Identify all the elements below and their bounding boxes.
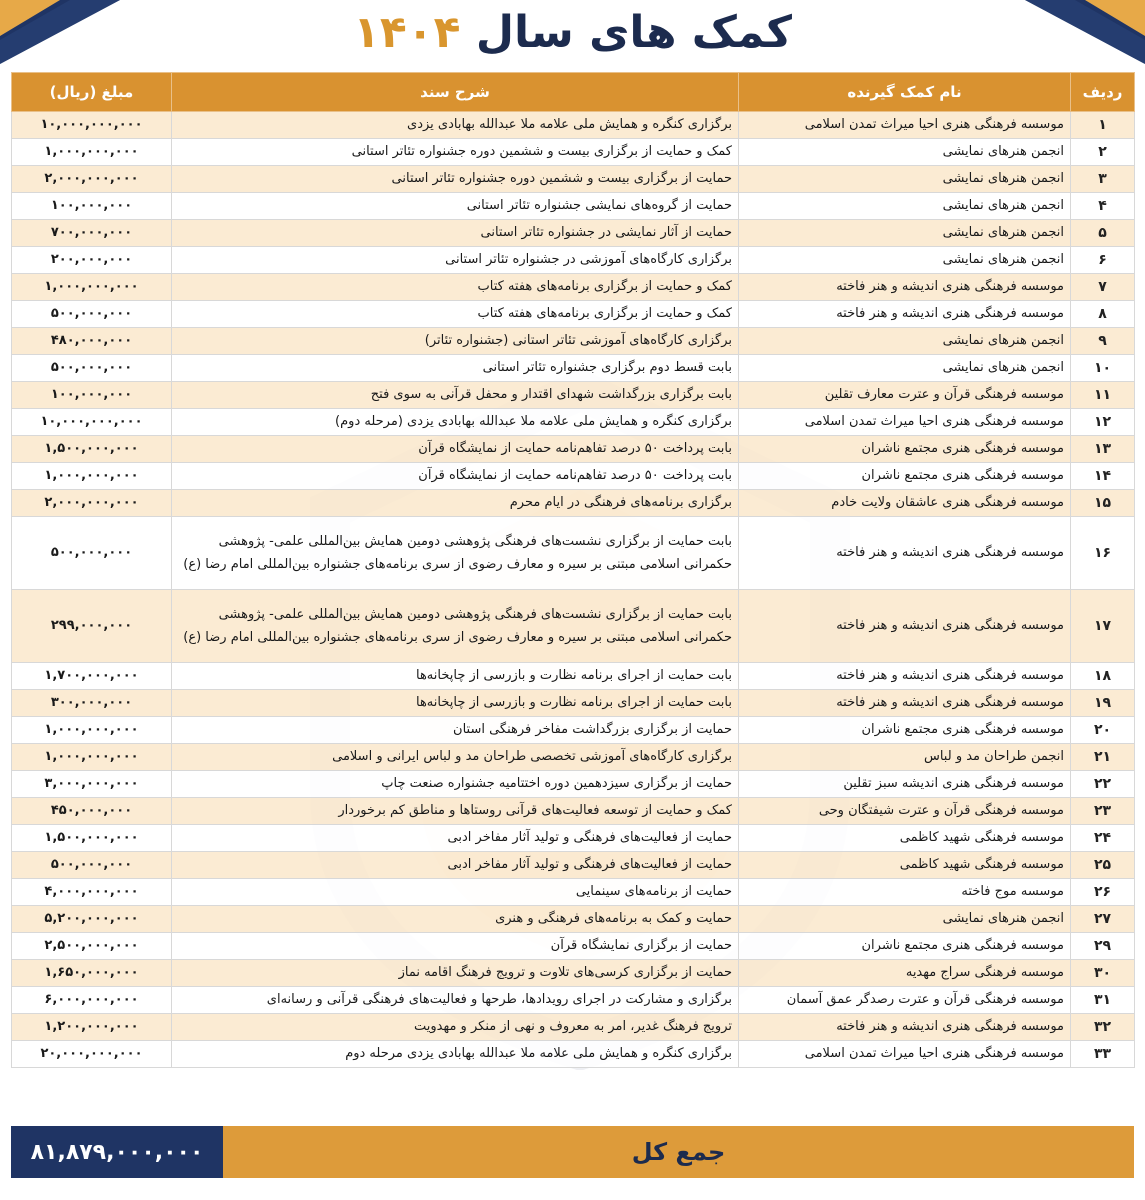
table-row — [12, 987, 1135, 1014]
receiver-cell: موسسه فرهنگی قرآن و عترت شیفتگان وحی — [739, 798, 1071, 825]
receiver-cell: موسسه فرهنگی هنری عاشقان ولایت خادم — [739, 490, 1071, 517]
header-row-number: ردیف — [1071, 73, 1135, 112]
receiver-cell: انجمن هنرهای نمایشی — [739, 166, 1071, 193]
title-text: کمک های سال — [475, 7, 792, 58]
amount-cell: ۱۰۰,۰۰۰,۰۰۰ — [12, 193, 172, 220]
table-row — [12, 409, 1135, 436]
row-number-cell: ۳ — [1071, 166, 1135, 193]
description-cell: برگزاری کنگره و همایش ملی علامه ملا عبدالله بهابادی یزدی (مرحله دوم) — [172, 409, 739, 436]
receiver-cell: انجمن هنرهای نمایشی — [739, 220, 1071, 247]
description-cell: حمایت از برگزاری کرسی‌های تلاوت و ترویج فرهنگ اقامه نماز — [172, 960, 739, 987]
amount-cell: ۵۰۰,۰۰۰,۰۰۰ — [12, 852, 172, 879]
amount-cell: ۲,۰۰۰,۰۰۰,۰۰۰ — [12, 490, 172, 517]
amount-cell: ۱,۶۵۰,۰۰۰,۰۰۰ — [12, 960, 172, 987]
table-row — [12, 517, 1135, 590]
table-row — [12, 328, 1135, 355]
row-number-cell: ۱۹ — [1071, 690, 1135, 717]
row-number-cell: ۱۳ — [1071, 436, 1135, 463]
row-number-cell: ۱۴ — [1071, 463, 1135, 490]
table-row — [12, 879, 1135, 906]
receiver-cell: موسسه فرهنگی شهید کاظمی — [739, 852, 1071, 879]
receiver-cell: موسسه فرهنگی هنری مجتمع ناشران — [739, 933, 1071, 960]
amount-cell: ۱,۰۰۰,۰۰۰,۰۰۰ — [12, 744, 172, 771]
table-row — [12, 274, 1135, 301]
table-row — [12, 247, 1135, 274]
receiver-cell: موسسه فرهنگی هنری مجتمع ناشران — [739, 463, 1071, 490]
table-row — [12, 382, 1135, 409]
table-row — [12, 852, 1135, 879]
table-row — [12, 1041, 1135, 1068]
table-row — [12, 744, 1135, 771]
amount-cell: ۱,۰۰۰,۰۰۰,۰۰۰ — [12, 717, 172, 744]
description-cell: بابت حمایت از برگزاری نشست‌های فرهنگی پژوهشی دومین همایش بین‌المللی علمی- پژوهشی حکمرانی اسلامی مبتنی بر سیره و معارف رضوی از سری برنامه‌های جشنواره بین‌المللی امام رضا (ع) — [172, 517, 739, 590]
receiver-cell: موسسه فرهنگی هنری اندیشه و هنر فاخته — [739, 301, 1071, 328]
header-receiver: نام کمک گیرنده — [739, 73, 1071, 112]
row-number-cell: ۱۶ — [1071, 517, 1135, 590]
receiver-cell: موسسه فرهنگی هنری احیا میراث تمدن اسلامی — [739, 409, 1071, 436]
amount-cell: ۲,۵۰۰,۰۰۰,۰۰۰ — [12, 933, 172, 960]
aid-table-wrapper — [11, 72, 1134, 1068]
table-row — [12, 933, 1135, 960]
amount-cell: ۱۰۰,۰۰۰,۰۰۰ — [12, 382, 172, 409]
receiver-cell: موسسه فرهنگی سراج مهدیه — [739, 960, 1071, 987]
table-row — [12, 906, 1135, 933]
row-number-cell: ۱ — [1071, 112, 1135, 139]
table-body — [12, 112, 1135, 1068]
receiver-cell: موسسه موج فاخته — [739, 879, 1071, 906]
description-cell: بابت برگزاری بزرگداشت شهدای اقتدار و محفل قرآنی به سوی فتح — [172, 382, 739, 409]
table-row — [12, 193, 1135, 220]
amount-cell: ۱,۵۰۰,۰۰۰,۰۰۰ — [12, 825, 172, 852]
receiver-cell: موسسه فرهنگی هنری اندیشه و هنر فاخته — [739, 690, 1071, 717]
receiver-cell: موسسه فرهنگی هنری اندیشه سبز تقلین — [739, 771, 1071, 798]
amount-cell: ۳,۰۰۰,۰۰۰,۰۰۰ — [12, 771, 172, 798]
description-cell: حمایت از برگزاری سیزدهمین دوره اختتامیه جشنواره صنعت چاپ — [172, 771, 739, 798]
receiver-cell: موسسه فرهنگی هنری اندیشه و هنر فاخته — [739, 663, 1071, 690]
row-number-cell: ۲۴ — [1071, 825, 1135, 852]
row-number-cell: ۱۵ — [1071, 490, 1135, 517]
description-cell: حمایت از برنامه‌های سینمایی — [172, 879, 739, 906]
header-description: شرح سند — [172, 73, 739, 112]
table-row — [12, 436, 1135, 463]
receiver-cell: موسسه فرهنگی هنری اندیشه و هنر فاخته — [739, 1014, 1071, 1041]
table-row — [12, 166, 1135, 193]
description-cell: حمایت از گروه‌های نمایشی جشنواره تئاتر استانی — [172, 193, 739, 220]
description-cell: بابت حمایت از برگزاری نشست‌های فرهنگی پژوهشی دومین همایش بین‌المللی علمی- پژوهشی حکمرانی اسلامی مبتنی بر سیره و معارف رضوی از سری برنامه‌های جشنواره بین‌المللی امام رضا (ع) — [172, 590, 739, 663]
title-bar — [0, 0, 1145, 66]
amount-cell: ۳۰۰,۰۰۰,۰۰۰ — [12, 690, 172, 717]
table-row — [12, 690, 1135, 717]
amount-cell: ۱,۰۰۰,۰۰۰,۰۰۰ — [12, 463, 172, 490]
amount-cell: ۱۰,۰۰۰,۰۰۰,۰۰۰ — [12, 112, 172, 139]
description-cell: کمک و حمایت از برگزاری بیست و ششمین دوره جشنواره تئاتر استانی — [172, 139, 739, 166]
aid-table — [11, 72, 1135, 1068]
amount-cell: ۴,۰۰۰,۰۰۰,۰۰۰ — [12, 879, 172, 906]
table-row — [12, 590, 1135, 663]
table-row — [12, 490, 1135, 517]
header-amount: مبلغ (ریال) — [12, 73, 172, 112]
description-cell: برگزاری کارگاه‌های آموزشی در جشنواره تئاتر استانی — [172, 247, 739, 274]
row-number-cell: ۷ — [1071, 274, 1135, 301]
receiver-cell: موسسه فرهنگی هنری احیا میراث تمدن اسلامی — [739, 1041, 1071, 1068]
description-cell: بابت پرداخت ۵۰ درصد تفاهم‌نامه حمایت از نمایشگاه قرآن — [172, 436, 739, 463]
amount-cell: ۴۵۰,۰۰۰,۰۰۰ — [12, 798, 172, 825]
receiver-cell: انجمن هنرهای نمایشی — [739, 355, 1071, 382]
description-cell: برگزاری کارگاه‌های آموزشی تئاتر استانی (جشنواره تئاتر) — [172, 328, 739, 355]
description-cell: حمایت از برگزاری بیست و ششمین دوره جشنواره تئاتر استانی — [172, 166, 739, 193]
row-number-cell: ۲۰ — [1071, 717, 1135, 744]
row-number-cell: ۳۳ — [1071, 1041, 1135, 1068]
receiver-cell: انجمن هنرهای نمایشی — [739, 328, 1071, 355]
description-cell: برگزاری کارگاه‌های آموزشی تخصصی طراحان مد و لباس ایرانی و اسلامی — [172, 744, 739, 771]
description-cell: بابت حمایت از اجرای برنامه نظارت و بازرسی از چاپخانه‌ها — [172, 663, 739, 690]
description-cell: حمایت از برگزاری بزرگداشت مفاخر فرهنگی استان — [172, 717, 739, 744]
receiver-cell: موسسه فرهنگی هنری اندیشه و هنر فاخته — [739, 517, 1071, 590]
row-number-cell: ۲۳ — [1071, 798, 1135, 825]
amount-cell: ۴۸۰,۰۰۰,۰۰۰ — [12, 328, 172, 355]
row-number-cell: ۸ — [1071, 301, 1135, 328]
description-cell: بابت پرداخت ۵۰ درصد تفاهم‌نامه حمایت از نمایشگاه قرآن — [172, 463, 739, 490]
amount-cell: ۵۰۰,۰۰۰,۰۰۰ — [12, 355, 172, 382]
amount-cell: ۷۰۰,۰۰۰,۰۰۰ — [12, 220, 172, 247]
receiver-cell: انجمن طراحان مد و لباس — [739, 744, 1071, 771]
table-row — [12, 112, 1135, 139]
amount-cell: ۲,۰۰۰,۰۰۰,۰۰۰ — [12, 166, 172, 193]
table-row — [12, 771, 1135, 798]
description-cell: کمک و حمایت از برگزاری برنامه‌های هفته کتاب — [172, 274, 739, 301]
table-row — [12, 139, 1135, 166]
row-number-cell: ۲۱ — [1071, 744, 1135, 771]
row-number-cell: ۲۵ — [1071, 852, 1135, 879]
receiver-cell: انجمن هنرهای نمایشی — [739, 139, 1071, 166]
row-number-cell: ۲ — [1071, 139, 1135, 166]
row-number-cell: ۱۱ — [1071, 382, 1135, 409]
table-row — [12, 301, 1135, 328]
table-row — [12, 220, 1135, 247]
amount-cell: ۲۹۹,۰۰۰,۰۰۰ — [12, 590, 172, 663]
table-row — [12, 717, 1135, 744]
row-number-cell: ۲۲ — [1071, 771, 1135, 798]
title-year: ۱۴۰۴ — [353, 7, 461, 58]
description-cell: حمایت از آثار نمایشی در جشنواره تئاتر استانی — [172, 220, 739, 247]
row-number-cell: ۳۰ — [1071, 960, 1135, 987]
row-number-cell: ۴ — [1071, 193, 1135, 220]
row-number-cell: ۱۸ — [1071, 663, 1135, 690]
row-number-cell: ۶ — [1071, 247, 1135, 274]
table-row — [12, 463, 1135, 490]
description-cell: برگزاری و مشارکت در اجرای رویدادها، طرحها و فعالیت‌های فرهنگی قرآنی و رسانه‌ای — [172, 987, 739, 1014]
table-row — [12, 960, 1135, 987]
receiver-cell: انجمن هنرهای نمایشی — [739, 906, 1071, 933]
description-cell: بابت حمایت از اجرای برنامه نظارت و بازرسی از چاپخانه‌ها — [172, 690, 739, 717]
receiver-cell: موسسه فرهنگی هنری مجتمع ناشران — [739, 436, 1071, 463]
receiver-cell: انجمن هنرهای نمایشی — [739, 193, 1071, 220]
table-row — [12, 355, 1135, 382]
amount-cell: ۱,۰۰۰,۰۰۰,۰۰۰ — [12, 139, 172, 166]
receiver-cell: موسسه فرهنگی قرآن و عترت معارف تقلین — [739, 382, 1071, 409]
row-number-cell: ۳۱ — [1071, 987, 1135, 1014]
amount-cell: ۶,۰۰۰,۰۰۰,۰۰۰ — [12, 987, 172, 1014]
amount-cell: ۲۰,۰۰۰,۰۰۰,۰۰۰ — [12, 1041, 172, 1068]
amount-cell: ۵,۲۰۰,۰۰۰,۰۰۰ — [12, 906, 172, 933]
row-number-cell: ۹ — [1071, 328, 1135, 355]
receiver-cell: موسسه فرهنگی هنری احیا میراث تمدن اسلامی — [739, 112, 1071, 139]
amount-cell: ۲۰۰,۰۰۰,۰۰۰ — [12, 247, 172, 274]
total-label: جمع کل — [223, 1126, 1134, 1178]
receiver-cell: موسسه فرهنگی شهید کاظمی — [739, 825, 1071, 852]
receiver-cell: موسسه فرهنگی قرآن و عترت رصدگر عمق آسمان — [739, 987, 1071, 1014]
row-number-cell: ۳۲ — [1071, 1014, 1135, 1041]
description-cell: برگزاری کنگره و همایش ملی علامه ملا عبدالله بهابادی یزدی مرحله دوم — [172, 1041, 739, 1068]
row-number-cell: ۲۷ — [1071, 906, 1135, 933]
amount-cell: ۱,۰۰۰,۰۰۰,۰۰۰ — [12, 274, 172, 301]
description-cell: حمایت از فعالیت‌های فرهنگی و تولید آثار مفاخر ادبی — [172, 825, 739, 852]
receiver-cell: موسسه فرهنگی هنری اندیشه و هنر فاخته — [739, 274, 1071, 301]
total-bar — [11, 1126, 1134, 1178]
amount-cell: ۱۰,۰۰۰,۰۰۰,۰۰۰ — [12, 409, 172, 436]
row-number-cell: ۲۹ — [1071, 933, 1135, 960]
table-row — [12, 798, 1135, 825]
description-cell: بابت قسط دوم برگزاری جشنواره تئاتر استانی — [172, 355, 739, 382]
description-cell: حمایت از فعالیت‌های فرهنگی و تولید آثار مفاخر ادبی — [172, 852, 739, 879]
description-cell: حمایت از برگزاری نمایشگاه قرآن — [172, 933, 739, 960]
description-cell: ترویج فرهنگ غدیر، امر به معروف و نهی از منکر و مهدویت — [172, 1014, 739, 1041]
amount-cell: ۱,۷۰۰,۰۰۰,۰۰۰ — [12, 663, 172, 690]
table-row — [12, 825, 1135, 852]
table-header-row — [12, 73, 1135, 112]
description-cell: برگزاری کنگره و همایش ملی علامه ملا عبدالله بهابادی یزدی — [172, 112, 739, 139]
table-row — [12, 1014, 1135, 1041]
receiver-cell: موسسه فرهنگی هنری اندیشه و هنر فاخته — [739, 590, 1071, 663]
amount-cell: ۱,۵۰۰,۰۰۰,۰۰۰ — [12, 436, 172, 463]
row-number-cell: ۱۰ — [1071, 355, 1135, 382]
amount-cell: ۵۰۰,۰۰۰,۰۰۰ — [12, 301, 172, 328]
row-number-cell: ۱۲ — [1071, 409, 1135, 436]
receiver-cell: انجمن هنرهای نمایشی — [739, 247, 1071, 274]
row-number-cell: ۵ — [1071, 220, 1135, 247]
amount-cell: ۵۰۰,۰۰۰,۰۰۰ — [12, 517, 172, 590]
table-row — [12, 663, 1135, 690]
receiver-cell: موسسه فرهنگی هنری مجتمع ناشران — [739, 717, 1071, 744]
page-title — [353, 3, 792, 63]
description-cell: کمک و حمایت از برگزاری برنامه‌های هفته کتاب — [172, 301, 739, 328]
description-cell: حمایت و کمک به برنامه‌های فرهنگی و هنری — [172, 906, 739, 933]
amount-cell: ۱,۲۰۰,۰۰۰,۰۰۰ — [12, 1014, 172, 1041]
description-cell: برگزاری برنامه‌های فرهنگی در ایام محرم — [172, 490, 739, 517]
row-number-cell: ۱۷ — [1071, 590, 1135, 663]
description-cell: کمک و حمایت از توسعه فعالیت‌های قرآنی روستاها و مناطق کم برخوردار — [172, 798, 739, 825]
row-number-cell: ۲۶ — [1071, 879, 1135, 906]
total-value: ۸۱,۸۷۹,۰۰۰,۰۰۰ — [11, 1126, 223, 1178]
